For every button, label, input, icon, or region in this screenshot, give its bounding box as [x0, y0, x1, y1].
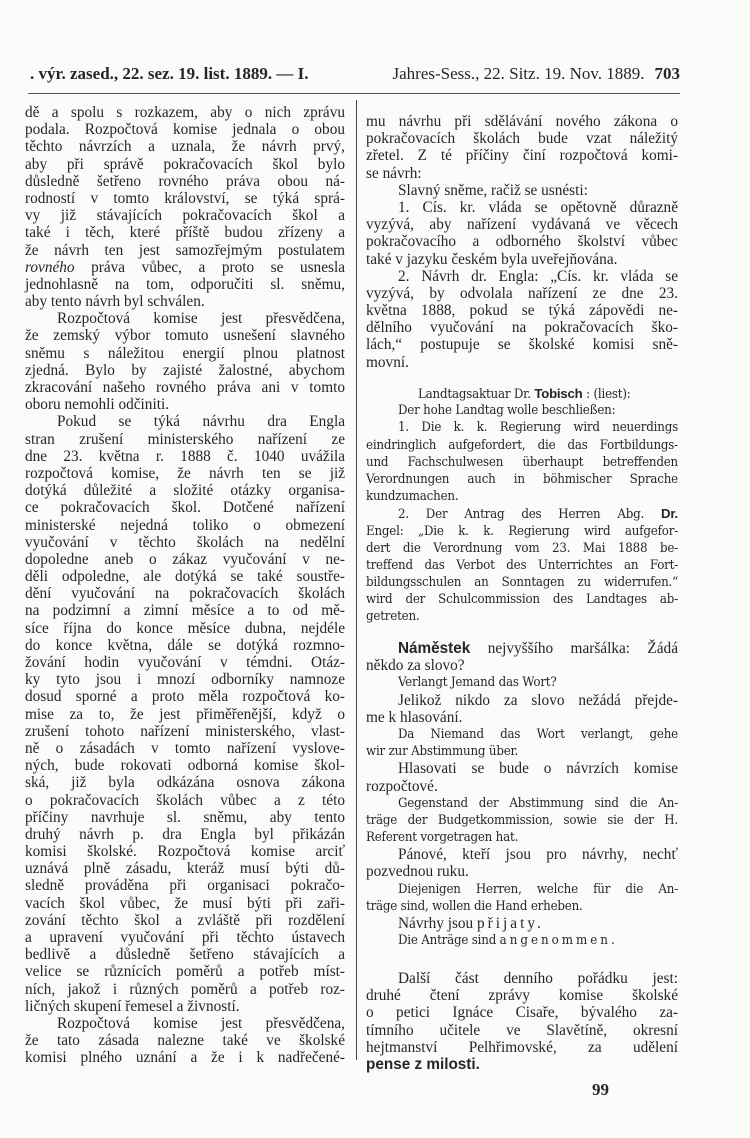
text-line: také v jazyku českém byla uveřejňována. [366, 250, 618, 268]
text-line: komisi plného uznání a že i k nadřečené- [25, 1049, 345, 1067]
text-span: přijaty. [477, 915, 544, 932]
text-line: dosud sporné a proto měla rozpočtová ko- [25, 688, 345, 706]
text-line: dopoledne aneb o zákaz vyučování v ne- [25, 550, 345, 568]
text-line: sněmu s náležitou energií plnou platnost [25, 344, 345, 362]
text-line: vyzývá, by odvolala nařízení ze dne 23. [366, 284, 678, 302]
text-line: rozpočtová komise, že návrh ten se již [25, 464, 345, 482]
text-line: uznává plně zásadu, kteráž musí býti dů- [25, 860, 345, 878]
text-line: Der hohe Landtag wolle beschließen: [398, 403, 616, 419]
speaker-name: Tobisch [534, 386, 583, 401]
text-line: Diejenigen Herren, welche für die An- [398, 881, 678, 897]
text-line: Engel: „Die k. k. Regierung wird aufgefor- [366, 523, 678, 539]
right-section [366, 113, 678, 371]
text-line: wird der Schulcommission des Landtages ab- [366, 592, 678, 608]
text-line: o petici Ignáce Cisaře, bývalého za- [366, 1004, 678, 1022]
text-line: Rozpočtová komise jest přesvědčena, [57, 1014, 345, 1032]
text-line: aby při správě pokračovacích škol bylo [25, 155, 345, 173]
text-line: podala. Rozpočtová komise jednala o obou [25, 121, 345, 139]
text-line: Pánové, kteří jsou pro návrhy, nechť [398, 846, 678, 864]
text-line: děli odpoledne, ale dotýká se také soustře- [25, 568, 345, 586]
text-line [366, 505, 678, 522]
text-line: velice se různících poměrů a potřeb míst- [25, 963, 345, 981]
text-line: dne 23. května r. 1888 č. 1040 uvážila [25, 447, 345, 465]
text-line: komisi školské. Rozpočtová komise arciť [25, 843, 345, 861]
text-line: oboru nemohli odčiniti. [25, 396, 170, 414]
text-line: rodností v tomto království, se týká sprá- [25, 189, 345, 207]
text-line: Jelikož nikdo za slovo nežádá přejde- [398, 691, 678, 709]
text-span: : (liest): [582, 387, 631, 402]
text-line: mise za to, že jest přiměřenější, když o [25, 705, 345, 723]
text-line: treffend das Verbot des Unterrichtes an Fort- [366, 557, 678, 573]
text-line: vy již stávajících pokračovacích škol a [25, 207, 345, 225]
text-line: se návrh: [366, 164, 422, 182]
text-line: zřetel. Z té příčiny činí rozpočtová komi- [366, 147, 678, 165]
text-line: eindringlich aufgefordert, die das Fortbildungs- [366, 437, 678, 453]
speaker-name: Náměstek [398, 640, 471, 657]
text-span: nejvyššího maršálka: Žádá [470, 640, 678, 657]
text-line: getreten. [366, 609, 420, 625]
right-section [366, 970, 678, 1073]
text-line: vyzývá, aby nařízení vydávaná ve věcech [366, 216, 678, 234]
text-line: Gegenstand der Abstimmung sind die An- [398, 795, 678, 811]
text-line: movní. [366, 353, 409, 371]
text-line [25, 259, 345, 276]
text-line: hejtmanství Pelhřimovské, za udělení [366, 1038, 678, 1056]
text-line: na podzimní a zimní měsíce a to od mě- [25, 602, 345, 620]
text-line: aby tento návrh byl schválen. [25, 293, 205, 311]
text-line: května 1888, pokud se týká zápovědi ne- [366, 302, 678, 320]
text-line: rozpočtové. [366, 777, 438, 795]
header-german-and-page [393, 64, 681, 84]
text-line: kundzumachen. [366, 489, 459, 505]
text-line: Referent vorgetragen hat. [366, 830, 519, 846]
text-line: lách,“ postupuje se školské komisi sně- [366, 336, 678, 354]
text-line: 1. Die k. k. Regierung wird neuerdings [398, 420, 678, 436]
text-line: dění vyučování na pokračovacích školách [25, 585, 345, 603]
text-line: také i těch, které příště budou zřízeny a [25, 224, 345, 242]
text-line: ných, bude rokovati odborná komise škol- [25, 757, 345, 775]
text-line: druhé čtení zprávy komise školské [366, 987, 678, 1005]
text-line: zjedná. Bylo by zajisté žalostné, abychom [25, 361, 345, 379]
text-line: Verordnungen auch in böhmischer Sprache [366, 471, 678, 487]
text-line: o pokračovacích školách vůbec a z této [25, 791, 345, 809]
text-line [366, 915, 678, 932]
text-line: tímního učitele ve Slavětíně, okresní [366, 1021, 678, 1039]
signature-number: 99 [592, 1080, 609, 1099]
text-line: někdo za slovo? [366, 657, 465, 675]
header-czech: . výr. zased., 22. sez. 19. list. 1889. — I. [30, 64, 309, 83]
text-line: Verlangt Jemand das Wort? [398, 675, 557, 691]
header-german: Jahres-Sess., 22. Sitz. 19. Nov. 1889. [392, 64, 645, 83]
text-line: 2. Návrh dr. Engla: „Cís. kr. vláda se [398, 267, 678, 285]
text-line: do konce května, dále se dotýká rozmno- [25, 636, 345, 654]
text-line: síce října do konce měsíce dubna, nejdéle [25, 619, 345, 637]
text-line: ně o zásadách v tomto nařízení vyslove- [25, 739, 345, 757]
text-span: rovného [25, 258, 75, 276]
text-line: Da Niemand das Wort verlangt, gehe [398, 726, 678, 742]
text-line: träge sind, wollen die Hand erheben. [366, 898, 583, 914]
text-line [366, 640, 678, 657]
page-number: 703 [654, 64, 680, 83]
text-line: dělního vyučování na pokračovacích ško- [366, 319, 678, 337]
text-line: vacích škol vůbec, že musí býti při zaři- [25, 894, 345, 912]
text-line: bildungsschulen an Sonntagen zu widerrufen.“ [366, 575, 678, 591]
header-rule [28, 93, 680, 94]
text-line: und Fachschulwesen überhaupt betreffenden [366, 454, 678, 470]
text-line: vyučování v těchto školách na nedělní [25, 533, 345, 551]
text-line: zování těchto škol a zvláště při rozdělení [25, 911, 345, 929]
text-line: Rozpočtová komise jest přesvědčena, [57, 310, 345, 328]
text-line: Hlasovati se bude o návrzích komise [398, 760, 678, 778]
text-line: druhý návrh p. dra Engla byl přikázán [25, 825, 345, 843]
text-line: pokračovacích školách bude vzat náležitý [366, 130, 678, 148]
text-line: sledně prováděna při organisaci pokračo- [25, 877, 345, 895]
right-section [366, 640, 678, 949]
text-line: a upravení vyučování při těchto ústavech [25, 929, 345, 946]
text-span: Die Anträge sind [398, 933, 500, 949]
text-line: jednohlasně na tom, odporučiti sl. sněmu, [25, 275, 345, 293]
right-section [366, 385, 678, 626]
text-line [366, 932, 678, 949]
text-line: že tato zásada nalezne také ve školské [25, 1032, 345, 1050]
text-span: 2. Der Antrag des Herren Abg. [398, 507, 661, 523]
text-line: mu návrhu při sdělávání nového zákona o [366, 113, 678, 130]
text-line: 1. Cís. kr. vláda se opětovně důrazně [398, 198, 678, 216]
text-line: träge der Budgetkommission, sowie sie der H. [366, 812, 678, 828]
text-span: Landtagsaktuar Dr. [418, 387, 535, 402]
text-line: Pokud se týká návrhu dra Engla [57, 413, 345, 431]
text-line: zkracování našeho rovného práva ani v tomto [25, 379, 345, 396]
text-line: že návrh ten jest samozřejmým postulatem [25, 241, 345, 259]
text-span: Návrhy jsou [398, 915, 478, 932]
text-line: ce pokračovacích škol. Dotčené nařízení [25, 499, 345, 517]
text-line: ličných skupení řemesel a živností. [25, 997, 240, 1015]
text-span: angenommen. [499, 933, 618, 949]
text-line [366, 1056, 678, 1073]
speaker-name: pense z milosti. [366, 1055, 480, 1073]
text-line: žování hodin vyučování v témdni. Otáz- [25, 654, 345, 671]
text-line: ská, již byla odkázána osnova zákona [25, 774, 345, 792]
text-line: ky tyto jsou i mnozí odborníky namnoze [25, 671, 345, 689]
text-line: bedlivě a důsledně šetřeno stávajících a [25, 946, 345, 964]
column-divider [356, 100, 357, 1060]
text-line: Další část denního pořádku jest: [398, 970, 678, 987]
text-line: dert die Verordnung vom 23. Mai 1888 be- [366, 540, 678, 556]
speaker-name: Dr. [661, 506, 678, 522]
text-line: me k hlasování. [366, 708, 463, 726]
text-line: Slavný sněme, račiž se usnésti: [398, 181, 588, 199]
text-line: dě a spolu s rozkazem, aby o nich zprávu [25, 104, 345, 121]
text-span: práva vůbec, a proto se usnesla [74, 258, 345, 276]
text-line [366, 385, 678, 402]
text-line: ministerské nejedná toliko o obmezení [25, 516, 345, 534]
text-line: příčiny navrhuje sl. sněmu, aby tento [25, 808, 345, 826]
text-line: důsledně šetřeno rovného práva obou ná- [25, 172, 345, 190]
text-line: zrušení tohoto nařízení ministerského, vlast- [25, 722, 345, 740]
text-line: těchto návrzích a uznala, že návrh prvý, [25, 138, 345, 156]
text-line: pokračovacího a odborného školství vůbec [366, 233, 678, 251]
left-column [25, 104, 345, 1067]
text-line: dotýká důležité a složité otázky organisa- [25, 482, 345, 500]
text-line: ních, jakož i různých poměrů a potřeb roz- [25, 980, 345, 998]
text-line: pozvednou ruku. [366, 863, 469, 881]
text-line: wir zur Abstimmung über. [366, 744, 519, 760]
text-line: že zemský výbor tomuto usnešení slavného [25, 327, 345, 345]
text-line: stran zrušení ministerského nařízení ze [25, 430, 345, 448]
